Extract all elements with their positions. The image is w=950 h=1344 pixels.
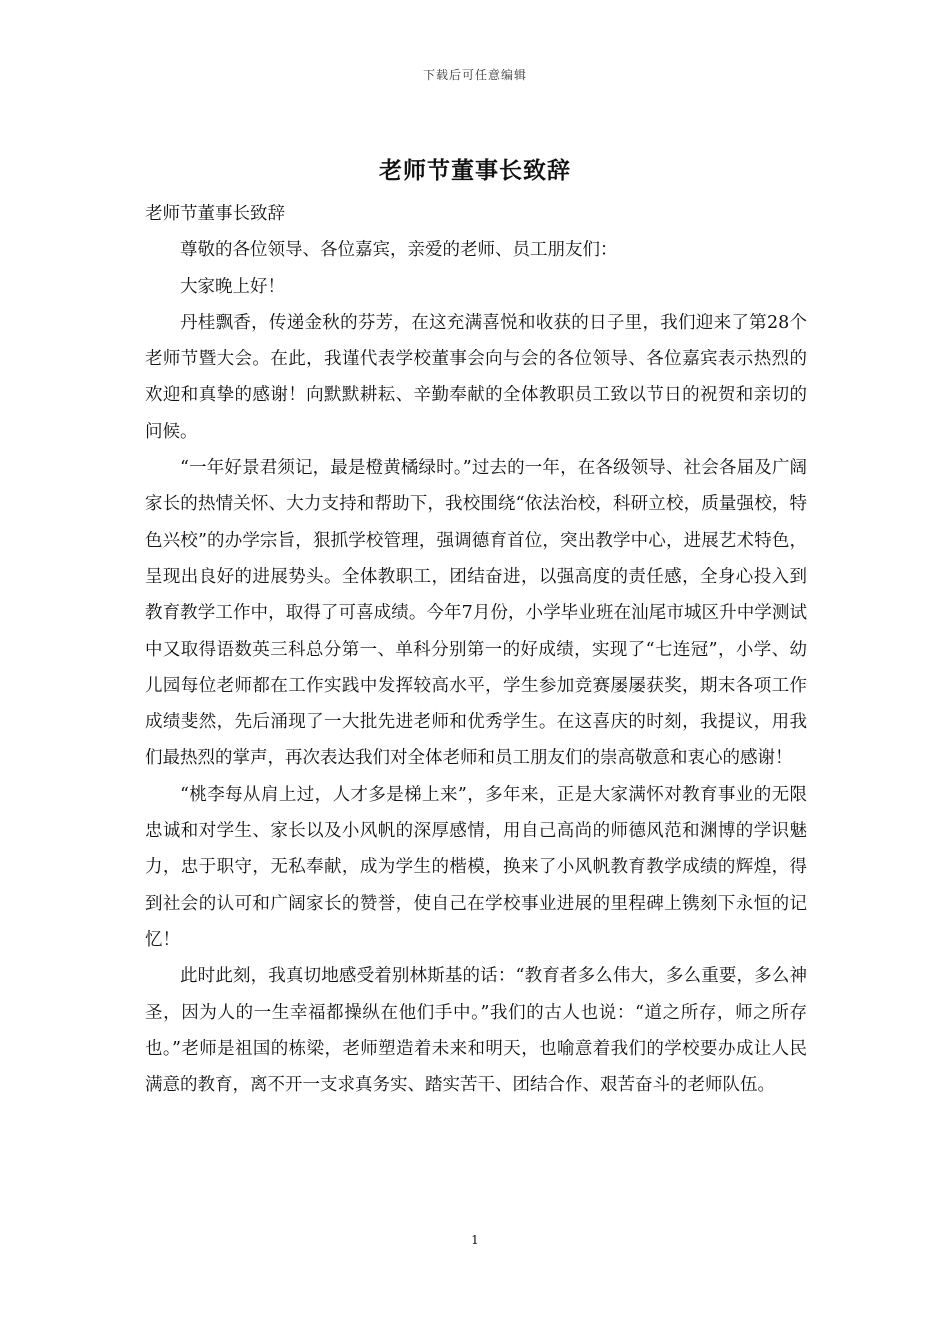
body-paragraph: “一年好景君须记，最是橙黄橘绿时。”过去的一年，在各级领导、社会各届及广阔家长的热情关怀、大力支持和帮助下，我校围绕“依法治校，科研立校，质量强校，特色兴校”的办学宗旨，狠抓学校管理，强调德育首位，突出教学中心，进展艺术特色，呈现出良好的进展势头。全体教职工，团结奋进，以强高度的责任感，全身心投入到教育教学工作中，取得了可喜成绩。今年7月份，小学毕业班在汕尾市城区升中学测试中又取得语数英三科总分第一、单科分别第一的好成绩，实现了“七连冠”，小学、幼儿园每位老师都在工作实践中发挥较高水平，学生参加竞赛屡屡获奖，期末各项工作成绩斐然，先后涌现了一大批先进老师和优秀学生。在这喜庆的时刻，我提议，用我们最热烈的掌声，再次表达我们对全体老师和员工朋友们的崇高敬意和衷心的感谢！ <box>145 458 807 769</box>
document-body <box>145 196 807 1103</box>
document-title: 老师节董事长致辞 <box>379 157 571 184</box>
page-header: 下载后可任意编辑 <box>422 68 527 82</box>
salutation-paragraph: 尊敬的各位领导、各位嘉宾，亲爱的老师、员工朋友们： <box>180 240 618 261</box>
body-paragraph: 丹桂飘香，传递金秋的芬芳，在这充满喜悦和收获的日子里，我们迎来了第28个老师节暨大会。在此，我谨代表学校董事会向与会的各位领导、各位嘉宾表示热烈的欢迎和真挚的感谢！向默默耕耘、辛勤奉献的全体教职员工致以节日的祝贺和亲切的问候。 <box>145 312 807 442</box>
body-paragraph: 此时此刻，我真切地感受着别林斯基的话：“教育者多么伟大，多么重要，多么神圣，因为人的一生幸福都操纵在他们手中。”我们的古人也说：“道之所存，师之所存也。”老师是祖国的栋梁，老师塑造着未来和明天，也喻意着我们的学校要办成让人民满意的教育，离不开一支求真务实、踏实苦干、团结合作、艰苦奋斗的老师队伍。 <box>145 966 807 1096</box>
page-number: 1 <box>471 1233 479 1247</box>
greeting-paragraph: 大家晚上好！ <box>180 276 285 297</box>
subtitle-line: 老师节董事长致辞 <box>145 204 285 224</box>
body-paragraph: “桃李每从肩上过，人才多是梯上来”，多年来，正是大家满怀对教育事业的无限忠诚和对学生、家长以及小风帆的深厚感情，用自己高尚的师德风范和渊博的学识魅力，忠于职守，无私奉献，成为学生的楷模，换来了小风帆教育教学成绩的辉煌，得到社会的认可和广阔家长的赞誉，使自己在学校事业进展的里程碑上镌刻下永恒的记忆！ <box>145 784 807 950</box>
